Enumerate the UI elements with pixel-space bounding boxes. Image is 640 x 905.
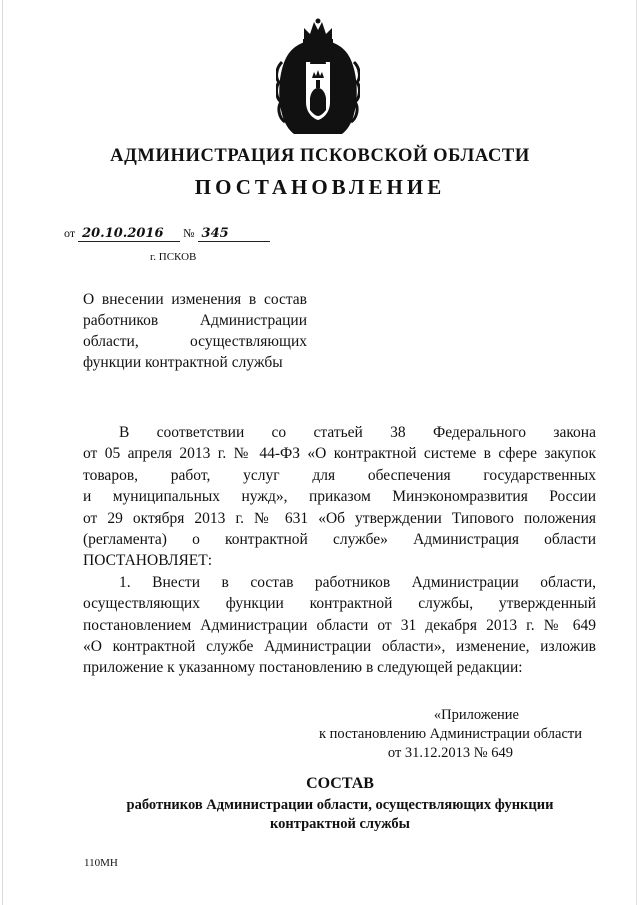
document-type-title: ПОСТАНОВЛЕНИЕ [194, 175, 446, 199]
scan-edge-right [636, 0, 637, 905]
body-line: ПОСТАНОВЛЯЕТ: [83, 552, 213, 570]
composition-title: СОСТАВ [306, 775, 374, 792]
organization-title: АДМИНИСТРАЦИЯ ПСКОВСКОЙ ОБЛАСТИ [110, 146, 530, 166]
body-line: 1. Внести в состав работников Администрации области, [119, 573, 596, 591]
document-subject [83, 289, 307, 373]
body-line: от 29 октября 2013 г. № 631 «Об утверждении Типового положения [83, 509, 596, 527]
body-line: товаров, работ, услуг для обеспечения государственных [83, 466, 596, 484]
handwritten-number: 345 [198, 226, 270, 242]
registration-line [64, 226, 270, 242]
composition-subtitle [0, 796, 640, 834]
handwritten-date: 20.10.2016 [78, 226, 180, 242]
body-line: постановлением Администрации области от 31 декабря 2013 г. № 649 [83, 616, 596, 634]
body-line: осуществляющих функции контрактной службы, утвержденный [83, 595, 596, 613]
body-line: и муниципальных нужд», приказом Минэкономразвития России [83, 488, 596, 506]
coat-of-arms-emblem [276, 18, 360, 136]
body-line: приложение к указанному постановлению в следующей редакции: [83, 659, 523, 677]
date-prefix: от [64, 226, 76, 240]
document-body [83, 422, 596, 679]
appendix-line: к постановлению Администрации области [318, 726, 582, 742]
appendix-line: от 31.12.2013 № 649 [387, 745, 513, 761]
subject-line: работников Администрации [83, 312, 307, 329]
scan-edge-left [2, 0, 3, 905]
subject-line: О внесении изменения в состав [83, 291, 307, 308]
body-line: (регламента) о контрактной службе» Администрация области [83, 531, 596, 549]
number-prefix: № [183, 226, 195, 240]
body-line: В соответствии со статьей 38 Федерального закона [119, 424, 596, 441]
subject-line: области, осуществляющих [83, 333, 307, 350]
composition-subtitle-line: контрактной службы [270, 816, 410, 832]
composition-subtitle-line: работников Администрации области, осуществляющих функции [126, 797, 554, 813]
footer-code: 110МН [84, 857, 118, 869]
body-line: «О контрактной службе Администрации области», изменение, изложив [83, 638, 596, 656]
appendix-reference [282, 706, 582, 763]
appendix-line: «Приложение [433, 707, 519, 723]
body-line: от 05 апреля 2013 г. № 44-ФЗ «О контрактной системе в сфере закупок [83, 445, 596, 463]
city-label: г. ПСКОВ [150, 251, 197, 263]
subject-line: функции контрактной службы [83, 354, 283, 371]
